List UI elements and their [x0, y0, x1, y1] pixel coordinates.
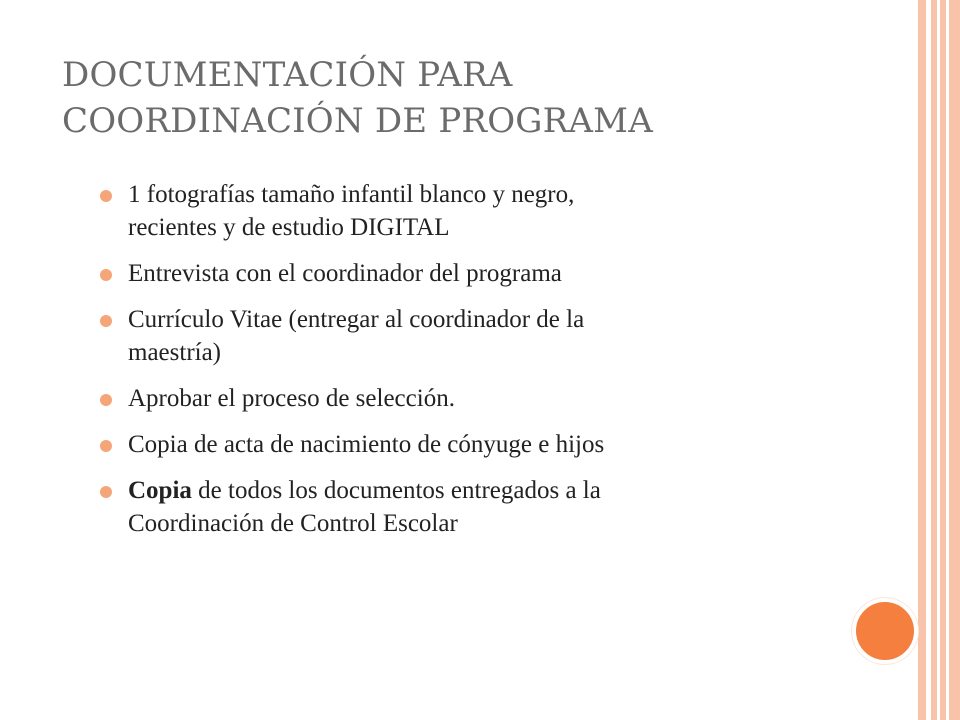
- bullet-text-line-1: [128, 474, 860, 507]
- decorative-circle: [852, 598, 918, 664]
- bullet-dot-icon: [100, 190, 112, 202]
- bullet-text: Copia de acta de nacimiento de cónyuge e hijos: [128, 431, 605, 458]
- bullet-text-rest: de todos los documentos entregados a la: [191, 477, 601, 504]
- bullet-list: [100, 178, 860, 553]
- bullet-dot-icon: [100, 486, 112, 498]
- bullet-dot-icon: [100, 440, 112, 452]
- bullet-text-line-1: Currículo Vitae (entregar al coordinador de la: [128, 306, 585, 333]
- stripe: [918, 0, 926, 720]
- decorative-stripes: [918, 0, 960, 720]
- bullet-dot-icon: [100, 315, 112, 327]
- bullet-text-line-2: Coordinación de Control Escolar: [128, 510, 458, 537]
- bullet-text: Aprobar el proceso de selección.: [128, 385, 455, 412]
- bullet-text-line-2: maestría): [128, 339, 222, 366]
- bullet-item-curriculum: [100, 303, 860, 369]
- bullet-dot-icon: [100, 394, 112, 406]
- slide-title: [62, 52, 882, 144]
- bullet-item-interview: [100, 257, 860, 290]
- slide-title-line-1: DOCUMENTACIÓN PARA: [62, 55, 513, 95]
- bullet-item-selection: [100, 382, 860, 415]
- bullet-bold-word: Copia: [128, 477, 192, 504]
- bullet-text: Entrevista con el coordinador del programa: [128, 260, 562, 287]
- bullet-item-birth-certificate: [100, 428, 860, 461]
- bullet-item-documents-copy: [100, 474, 860, 540]
- stripe: [931, 0, 937, 720]
- bullet-item-photos: [100, 178, 860, 244]
- stripe: [940, 0, 946, 720]
- bullet-text-line-2: recientes y de estudio DIGITAL: [128, 214, 450, 241]
- bullet-dot-icon: [100, 269, 112, 281]
- stripe: [949, 0, 960, 720]
- slide-title-line-2: COORDINACIÓN DE PROGRAMA: [62, 101, 653, 141]
- bullet-text-line-1: 1 fotografías tamaño infantil blanco y negro,: [128, 181, 575, 208]
